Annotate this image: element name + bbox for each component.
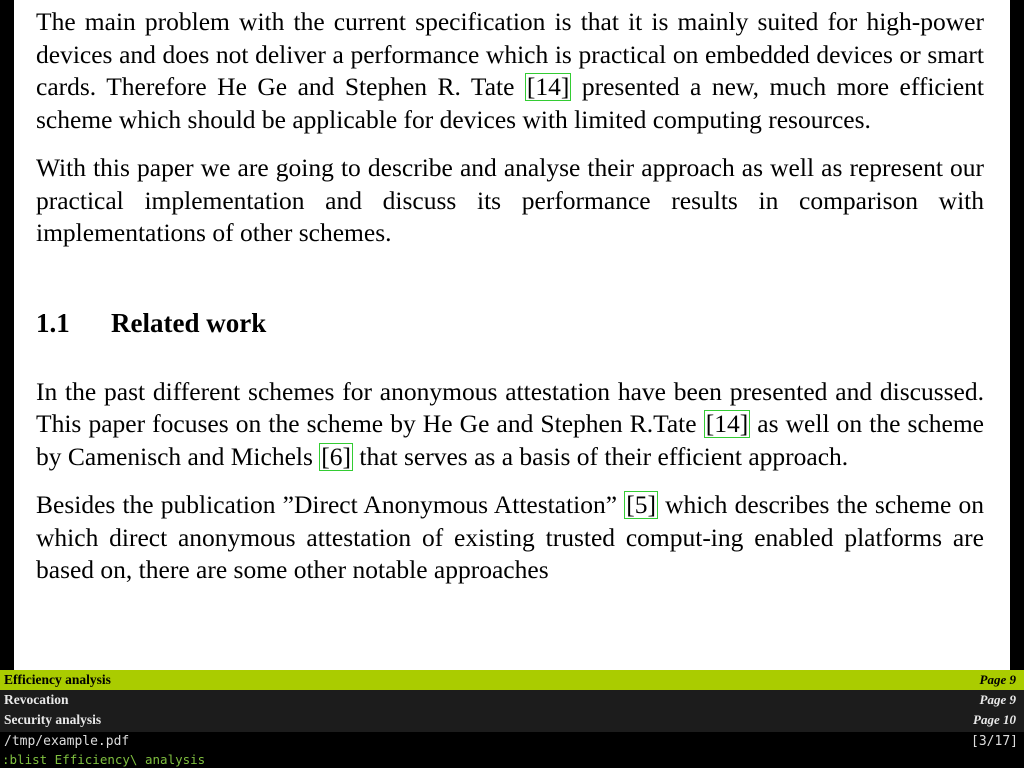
page-indicator: [3/17] (971, 734, 1018, 749)
page-left-margin (0, 0, 14, 670)
document-path: /tmp/example.pdf (4, 734, 130, 749)
paragraph-3 (36, 376, 984, 474)
outline-item-page: Page 9 (979, 672, 1016, 687)
citation-link-6[interactable]: [6] (321, 441, 352, 471)
paragraph-2-text: With this paper we are going to describe and analyse their approach as well as represent our practical implementation and discuss its performance results in comparison with implementations of other schemes. (36, 153, 984, 247)
section-title: Related work (111, 307, 267, 338)
section-spacer-top (36, 250, 984, 306)
paragraph-2 (36, 152, 984, 250)
paragraph-4-text-b: which describes the scheme on which direct anonymous attestation of existing trusted comput-ing enabled platforms are based on, there are some other notable approaches (36, 490, 985, 584)
paragraph-3-text-b: as well on the scheme by Camenisch and Michels (36, 409, 984, 471)
pdf-page[interactable] (14, 0, 1010, 670)
paragraph-3-text-a: In the past different schemes for anonymous attestation have been presented and discussed. This paper focuses on the scheme by He Ge and Stephen R.Tate (36, 376, 984, 438)
outline-item-page: Page 9 (979, 692, 1016, 707)
paragraph-4 (36, 489, 984, 587)
outline-panel[interactable] (0, 670, 1024, 732)
outline-item-efficiency-analysis[interactable] (0, 670, 1024, 690)
paragraph-4-text-a: Besides the publication ”Direct Anonymous Attestation” (36, 490, 625, 519)
paragraph-1-text-b: presented a new, much more efficient scheme which should be applicable for devices with limited computing resources. (36, 72, 984, 134)
page-content (36, 6, 984, 587)
section-spacer-bottom (36, 340, 984, 376)
section-number: 1.1 (36, 307, 70, 338)
outline-item-security-analysis[interactable] (0, 710, 1024, 730)
section-heading (36, 306, 984, 340)
page-right-margin (1010, 0, 1024, 670)
citation-link-14b[interactable]: [14] (705, 409, 749, 438)
outline-item-revocation[interactable] (0, 690, 1024, 710)
citation-link-14a[interactable]: [14] (526, 72, 570, 101)
outline-item-title: Efficiency analysis (4, 672, 111, 687)
citation-link-5[interactable]: [5] (626, 490, 656, 519)
paragraph-1-text-a: The main problem with the current specification is that it is mainly suited for high-power devices and does not deliver a performance which is practical on embedded devices or smart cards. Therefore He Ge and Stephen R. Tate (36, 7, 984, 101)
outline-item-page: Page 10 (973, 712, 1016, 727)
outline-item-title: Security analysis (4, 712, 102, 727)
outline-item-title: Revocation (4, 692, 69, 707)
command-input-text[interactable]: :blist Efficiency\ analysis (2, 752, 206, 767)
paragraph-3-text-c: that serves as a basis of their efficient approach. (353, 441, 849, 471)
paragraph-1 (36, 6, 984, 136)
status-bar (0, 732, 1024, 751)
command-line[interactable] (0, 751, 1024, 768)
